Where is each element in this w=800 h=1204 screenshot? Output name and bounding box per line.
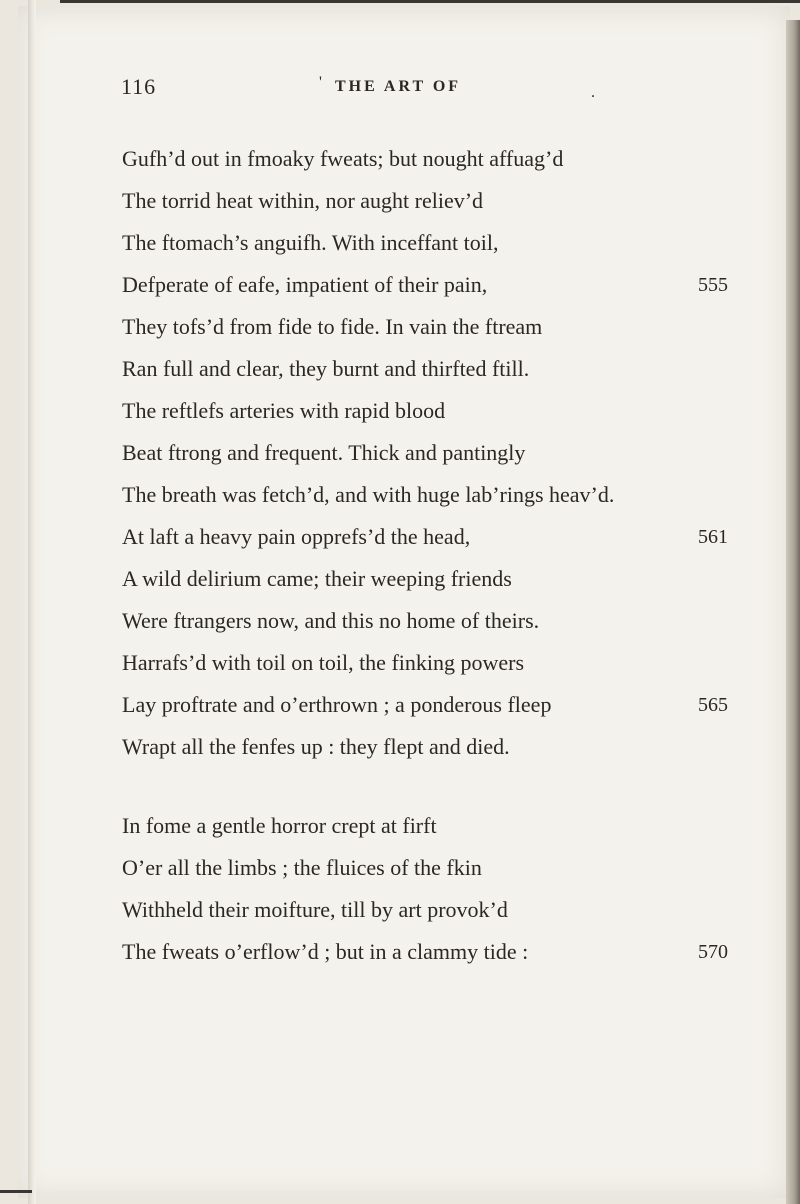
line-number: 565	[698, 694, 728, 716]
verse-line	[122, 558, 762, 600]
verse-line-text: Ran full and clear, they burnt and thirfted ftill.	[122, 356, 530, 381]
line-number: 555	[698, 274, 728, 296]
verse-line	[122, 222, 762, 264]
verse-line-text: Lay proftrate and o’erthrown ; a ponderous fleep	[122, 692, 552, 717]
verse-line	[122, 390, 762, 432]
page-edge-shadow	[786, 20, 800, 1204]
verse-line-text: Gufh’d out in fmoaky fweats; but nought affuag’d	[122, 146, 564, 171]
verse-line	[122, 931, 762, 973]
verse-line	[122, 306, 762, 348]
verse-line	[122, 805, 762, 847]
verse-line	[122, 600, 762, 642]
corner-mark	[0, 1190, 32, 1193]
verse-line	[122, 516, 762, 558]
verse-line-text: Defperate of eafe, impatient of their pain,	[122, 272, 488, 297]
verse-line-text: In fome a gentle horror crept at firft	[122, 813, 437, 838]
verse-line-text: The breath was fetch’d, and with huge lab’rings heav’d.	[122, 482, 615, 507]
verse-line	[122, 180, 762, 222]
verse-line-text: Harrafs’d with toil on toil, the finking powers	[122, 650, 525, 675]
page-gutter	[28, 0, 36, 1204]
header-ornament: '	[319, 74, 322, 91]
verse-line	[122, 432, 762, 474]
line-number: 561	[698, 526, 728, 548]
verse-line-text: Withheld their moifture, till by art provok’d	[122, 897, 508, 922]
verse-line-text: Were ftrangers now, and this no home of theirs.	[122, 608, 540, 633]
verse-line-text: O’er all the limbs ; the fluices of the fkin	[122, 855, 482, 880]
verse-line	[122, 474, 762, 516]
top-edge-line	[60, 0, 800, 3]
verse-line-text: The reftlefs arteries with rapid blood	[122, 398, 446, 423]
verse-line	[122, 642, 762, 684]
verse-line	[122, 684, 762, 726]
verse-line-text: They tofs’d from fide to fide. In vain the ftream	[122, 314, 543, 339]
verse-line-text: Wrapt all the fenfes up : they flept and died.	[122, 734, 510, 759]
header-ornament: .	[591, 84, 595, 101]
line-number: 570	[698, 941, 728, 963]
verse-line-text: The fweats o’erflow’d ; but in a clammy tide :	[122, 939, 529, 964]
verse-line	[122, 138, 762, 180]
verse-line	[122, 348, 762, 390]
verse-line	[122, 847, 762, 889]
verse-line-text: The torrid heat within, nor aught reliev’d	[122, 188, 484, 213]
running-title: THE ART OF	[335, 78, 462, 95]
verse-block	[122, 138, 762, 973]
verse-line-text: The ftomach’s anguifh. With inceffant toil,	[122, 230, 499, 255]
verse-line-text: At laft a heavy pain opprefs’d the head,	[122, 524, 471, 549]
verse-line	[122, 889, 762, 931]
page-number: 116	[121, 74, 157, 99]
verse-line-text: A wild delirium came; their weeping friends	[122, 566, 512, 591]
verse-line	[122, 726, 762, 768]
page-header	[121, 74, 621, 104]
verse-line-text: Beat ftrong and frequent. Thick and pantingly	[122, 440, 526, 465]
verse-line	[122, 264, 762, 306]
